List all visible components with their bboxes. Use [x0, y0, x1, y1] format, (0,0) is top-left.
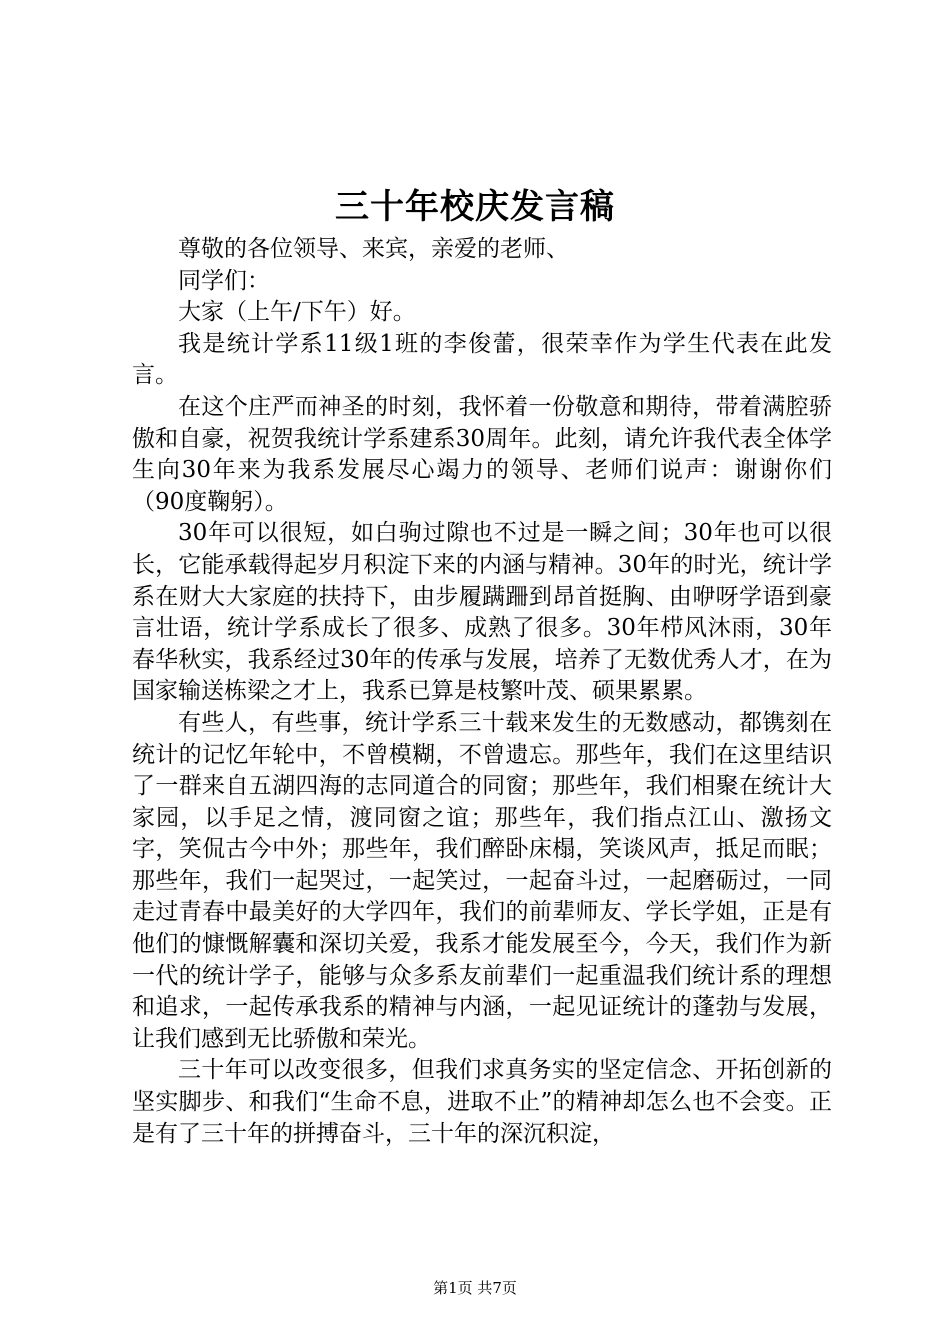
thirty-years-paragraph: 30年可以很短，如白驹过隙也不过是一瞬之间；30年也可以很长，它能承载得起岁月积淀下来的内涵与精神。30年的时光，统计学系在财大大家庭的扶持下，由步履蹒跚到昂首挺胸、由咿呀学语到豪言壮语，统计学系成长了很多、成熟了很多。30年栉风沐雨，30年春华秋实，我系经过30年的传承与发展，培养了无数优秀人才，在为国家输送栋梁之才上，我系已算是枝繁叶茂、硕果累累。	[132, 520, 832, 705]
greeting-line: 大家（上午/下午）好。	[178, 299, 416, 326]
memories-paragraph: 有些人，有些事，统计学系三十载来发生的无数感动，都镌刻在统计的记忆年轮中，不曾模糊，不曾遗忘。那些年，我们在这里结识了一群来自五湖四海的志同道合的同窗；那些年，我们相聚在统计大家园，以手足之情，渡同窗之谊；那些年，我们指点江山、激扬文字，笑侃古今中外；那些年，我们醉卧床榻，笑谈风声，抵足而眠；那些年，我们一起哭过，一起笑过，一起奋斗过，一起磨砺过，一同走过青春中最美好的大学四年，我们的前辈师友、学长学姐，正是有他们的慷慨解囊和深切关爱，我系才能发展至今，今天，我们作为新一代的统计学子，能够与众多系友前辈们一起重温我们统计系的理想和追求，一起传承我系的精神与内涵，一起见证统计的蓬勃与发展，让我们感到无比骄傲和荣光。	[132, 709, 832, 1052]
page-number-footer: 第1页 共7页	[433, 1279, 517, 1297]
spirit-paragraph: 三十年可以改变很多，但我们求真务实的坚定信念、开拓创新的坚实脚步、和我们“生命不息，进取不止”的精神却怎么也不会变。正是有了三十年的拼搏奋斗，三十年的深沉积淀，	[132, 1057, 832, 1147]
document-body	[132, 234, 832, 1150]
salutation-line-1: 尊敬的各位领导、来宾，亲爱的老师、	[178, 236, 569, 262]
introduction-paragraph: 我是统计学系11级1班的李俊蕾，很荣幸作为学生代表在此发言。	[132, 330, 832, 389]
congratulation-paragraph: 在这个庄严而神圣的时刻，我怀着一份敬意和期待，带着满腔骄傲和自豪，祝贺我统计学系建系30周年。此刻，请允许我代表全体学生向30年来为我系发展尽心竭力的领导、老师们说声：谢谢你们（90度鞠躬）。	[132, 393, 832, 515]
document-title: 三十年校庆发言稿	[335, 187, 615, 227]
salutation-line-2: 同学们：	[178, 267, 270, 294]
